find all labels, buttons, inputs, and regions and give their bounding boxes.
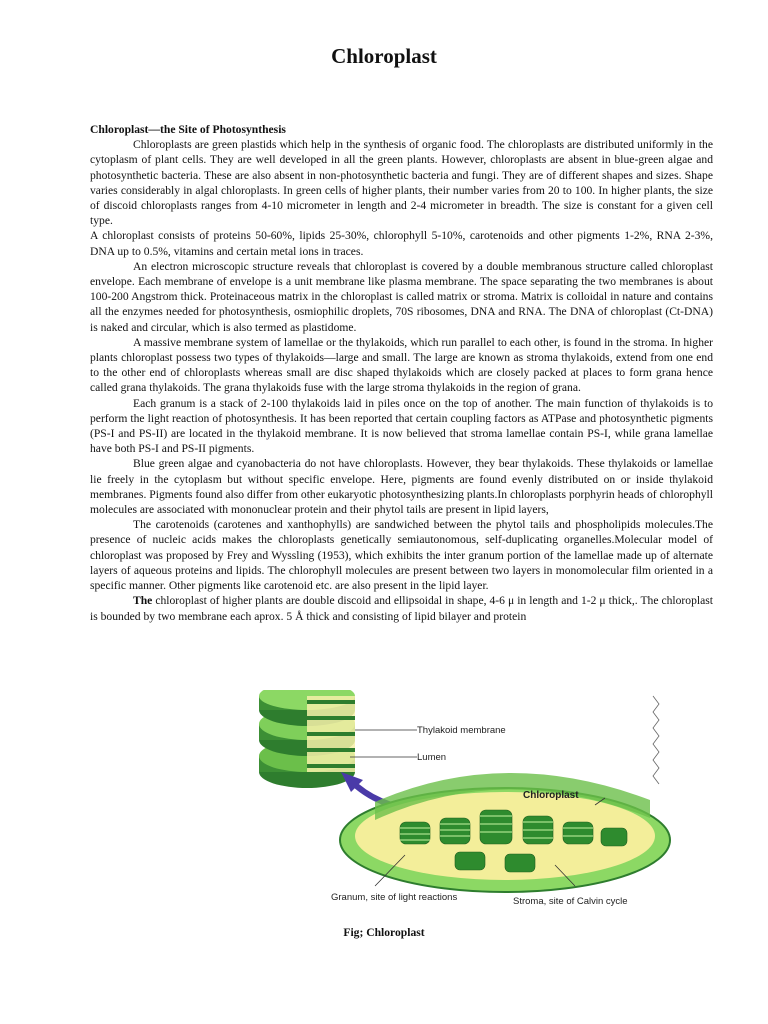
paragraph-8 [90, 593, 713, 623]
paragraph-7: The carotenoids (carotenes and xanthophylls) are sandwiched between the phytol tails and phospholipids molecules.The presence of nucleic acids makes the chloroplasts genetically semiautonomous, self-duplicating organelles.Molecular model of chloroplast was proposed by Frey and Wyssling (1953), which exhibits the inter granum portion of the lamellae made up of alternate layers of aqueous proteins and lipids. The chlorophyll molecules are present between two layers in monomolecular film oriented in a specific manner. Other pigments like carotenoid etc. are also present in the lipid layer. [90, 518, 713, 593]
paragraph-1: Chloroplasts are green plastids which help in the synthesis of organic food. The chloroplasts are distributed uniformly in the cytoplasm of plant cells. They are well developed in all the green plants. However, chloroplasts are absent in blue-green algae and photosynthetic bacteria. These are also absent in non-photosynthetic bacteria and fungi. They are of different shapes and sizes. Shape varies considerably in algal chloroplasts. In green cells of higher plants, their number varies from 20 to 100. In higher plants, the size of discoid chloroplasts ranges from 4-10 micrometer in length and 2-4 micrometer in breadth. The size is constant for a given cell type. [90, 138, 713, 228]
paragraph-4: A massive membrane system of lamellae or the thylakoids, which run parallel to each other, is found in the stroma. In higher plants chloroplast possess two types of thylakoids—large and small. The large are known as stroma thylakoids, extend from one end to the other end of chloroplasts whereas small are disc shaped thylakoids which are closely packed at places to form grana hence called grana thylakoids. The grana thylakoids fuse with the large stroma thylakoids in the region of grana. [90, 335, 713, 395]
section-heading: Chloroplast—the Site of Photosynthesis [90, 123, 286, 136]
label-thylakoid-membrane: Thylakoid membrane [417, 725, 506, 736]
chloroplast-illustration [340, 773, 670, 892]
chloroplast-figure [255, 690, 685, 910]
paragraph-3: An electron microscopic structure reveals that chloroplast is covered by a double membranous structure called chloroplast envelope. Each membrane of envelope is a unit membrane like plasma membrane. The space separating the two membranes is about 100-200 Angstrom thick. Proteinaceous matrix in the chloroplast is called matrix or stroma. Matrix is colloidal in nature and contains all the enzymes needed for photosynthesis, osmiophilic droplets, 70S ribosomes, DNA and RNA. The DNA of chloroplast (Ct-DNA) is naked and circular, which is also termed as plastidome. [90, 259, 713, 334]
paragraph-8-lead: The [133, 594, 153, 608]
paragraph-5: Each granum is a stack of 2-100 thylakoids laid in piles once on the top of another. The main function of thylakoids is to perform the light reaction of photosynthesis. It has been reported that certain coupling factors as ATPase and photosynthetic pigments (PS-I and PS-II) are located in the thylakoid membrane. It is now believed that stroma lamellae contain PS-I, while grana lamellae have both PS-I and PS-II pigments. [90, 396, 713, 456]
membrane-squiggle [653, 696, 659, 784]
paragraph-8-text: chloroplast of higher plants are double discoid and ellipsoidal in shape, 4-6 μ in length and 1-2 μ thick,. The chloroplast is bounded by two membrane each aprox. 5 Å thick and consisting of lipid bilayer and protein [90, 594, 713, 623]
thylakoid-stack-illustration [259, 690, 355, 788]
document-body [90, 122, 713, 624]
label-lumen: Lumen [417, 752, 447, 763]
figure-caption: Fig; Chloroplast [343, 926, 425, 939]
label-granum: Granum, site of light reactions [331, 892, 458, 903]
paragraph-6: Blue green algae and cyanobacteria do not have chloroplasts. However, they bear thylakoids. These thylakoids or lamellae lie freely in the cytoplasm but without specific envelope. Here, pigments are found evenly distributed on or inside thylakoid membranes. Pigments found also differ from other eukaryotic photosynthesizing plants.In chloroplasts porphyrin heads of chlorophyll molecules are associated with mononuclear protein and their phytol tails are present in lipid layers, [90, 457, 713, 517]
paragraph-2: A chloroplast consists of proteins 50-60%, lipids 25-30%, chlorophyll 5-10%, carotenoids and other pigments 1-2%, RNA 2-3%, DNA up to 0.5%, vitamins and certain metal ions in traces. [90, 229, 713, 258]
label-chloroplast: Chloroplast [523, 790, 579, 801]
page-title: Chloroplast [331, 44, 437, 68]
label-stroma: Stroma, site of Calvin cycle [513, 896, 628, 907]
